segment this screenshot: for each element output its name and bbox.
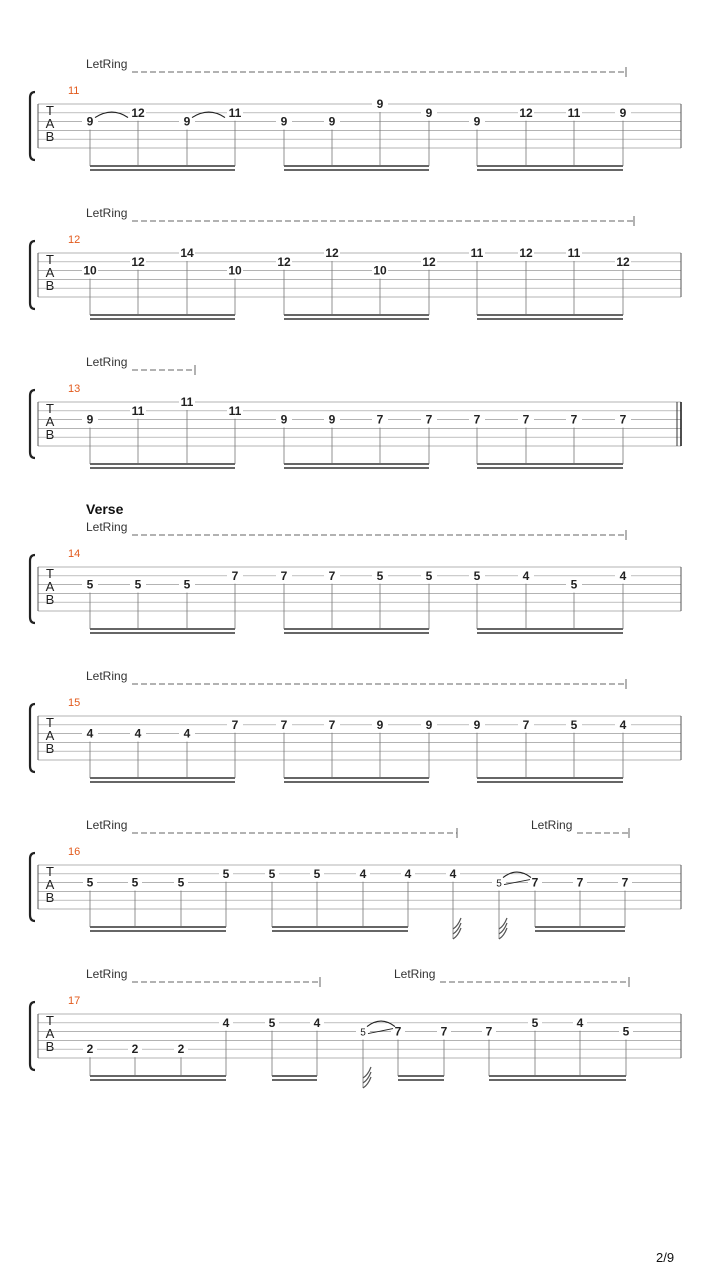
tab-clef-letter: A [45,116,55,131]
fret-number: 11 [470,246,484,260]
fret-number: 5 [360,1027,366,1039]
let-ring-label: LetRing [86,57,128,71]
fret-number: 5 [313,866,321,881]
fret-number: 7 [570,412,578,427]
fret-number: 9 [376,97,384,111]
fret-number: 12 [131,254,145,269]
tab-clef-letter: T [46,864,54,879]
fret-number: 7 [231,717,239,732]
fret-number: 7 [621,875,629,890]
fret-number: 2 [86,1042,94,1057]
note-flag [363,1067,371,1078]
fret-number: 9 [86,412,94,427]
fret-number: 7 [328,717,336,732]
fret-number: 12 [519,105,533,120]
fret-number: 9 [473,717,481,732]
fret-number: 12 [325,246,339,260]
fret-number: 5 [222,866,230,881]
fret-number: 5 [268,866,276,881]
let-ring-label: LetRing [86,818,128,832]
system-bracket [30,390,35,458]
tab-clef-letter: A [45,579,55,594]
fret-number: 5 [177,875,185,890]
fret-number: 9 [425,105,433,120]
fret-number: 9 [86,114,94,129]
fret-number: 9 [280,114,288,129]
fret-number: 4 [183,726,191,741]
fret-number: 9 [328,412,336,427]
fret-number: 9 [328,114,336,129]
tab-clef-letter: A [45,728,55,743]
system-bracket [30,704,35,772]
fret-number: 4 [449,866,457,881]
fret-number: 12 [519,246,533,260]
measure-number: 14 [68,548,81,560]
fret-number: 7 [531,875,539,890]
fret-number: 4 [313,1015,321,1030]
fret-number: 9 [183,114,191,129]
measure-number: 16 [68,846,81,858]
fret-number: 7 [522,412,530,427]
fret-number: 12 [422,254,436,269]
fret-number: 7 [280,717,288,732]
fret-number: 9 [376,717,384,732]
fret-number: 11 [228,403,242,418]
fret-number: 11 [567,105,581,120]
fret-number: 12 [131,105,145,120]
fret-number: 5 [425,568,433,583]
fret-number: 4 [359,866,367,881]
system-bracket [30,241,35,309]
fret-number: 14 [180,246,194,260]
let-ring-label: LetRing [394,967,436,981]
tab-clef-letter: T [46,566,54,581]
fret-number: 10 [373,263,387,278]
fret-number: 10 [83,263,97,278]
let-ring-label: LetRing [86,669,128,683]
tab-clef-letter: A [45,877,55,892]
fret-number: 4 [619,568,627,583]
fret-number: 11 [180,395,194,409]
let-ring-label: LetRing [531,818,573,832]
tab-clef-letter: B [45,592,55,607]
measure-number: 12 [68,234,81,246]
fret-number: 7 [576,875,584,890]
note-flag [453,918,461,929]
let-ring-label: LetRing [86,355,128,369]
let-ring-label: LetRing [86,206,128,220]
section-label: Verse [86,501,124,517]
fret-number: 11 [228,105,242,120]
fret-number: 7 [485,1024,493,1039]
fret-number: 10 [228,263,242,278]
fret-number: 5 [570,717,578,732]
fret-number: 7 [619,412,627,427]
fret-number: 2 [177,1042,185,1057]
slide-line [368,1029,393,1034]
fret-number: 7 [376,412,384,427]
tab-clef-letter: T [46,252,54,267]
tab-clef-letter: B [45,278,55,293]
fret-number: 5 [496,878,502,890]
tab-clef-letter: B [45,741,55,756]
fret-number: 7 [231,568,239,583]
fret-number: 5 [268,1015,276,1030]
fret-number: 7 [280,568,288,583]
fret-number: 5 [86,875,94,890]
tab-clef-letter: T [46,401,54,416]
measure-number: 17 [68,995,81,1007]
fret-number: 4 [222,1015,230,1030]
system-bracket [30,92,35,160]
system-bracket [30,1002,35,1070]
tab-clef-letter: B [45,890,55,905]
fret-number: 7 [473,412,481,427]
fret-number: 5 [570,577,578,592]
fret-number: 9 [619,105,627,120]
fret-number: 7 [522,717,530,732]
fret-number: 5 [531,1015,539,1030]
tab-clef-letter: B [45,129,55,144]
tab-clef-letter: T [46,103,54,118]
fret-number: 4 [619,717,627,732]
fret-number: 12 [277,254,291,269]
fret-number: 4 [404,866,412,881]
measure-number: 13 [68,383,81,395]
measure-number: 11 [68,85,80,97]
page-number: 2/9 [656,1250,675,1265]
fret-number: 4 [134,726,142,741]
fret-number: 4 [522,568,530,583]
fret-number: 5 [376,568,384,583]
tab-clef-letter: A [45,265,55,280]
fret-number: 12 [616,254,630,269]
tie-arc [367,1021,395,1027]
fret-number: 5 [134,577,142,592]
fret-number: 5 [86,577,94,592]
fret-number: 4 [576,1015,584,1030]
fret-number: 9 [280,412,288,427]
slide-line [504,880,530,885]
system-bracket [30,555,35,623]
tab-clef-letter: A [45,414,55,429]
fret-number: 5 [473,568,481,583]
tab-clef-letter: B [45,1039,55,1054]
note-flag [499,918,507,929]
fret-number: 7 [394,1024,402,1039]
fret-number: 7 [425,412,433,427]
fret-number: 11 [131,403,145,418]
let-ring-label: LetRing [86,520,128,534]
system-bracket [30,853,35,921]
fret-number: 11 [567,246,581,260]
fret-number: 5 [131,875,139,890]
tab-clef-letter: T [46,715,54,730]
fret-number: 9 [425,717,433,732]
tab-clef-letter: T [46,1013,54,1028]
tab-clef-letter: B [45,427,55,442]
fret-number: 2 [131,1042,139,1057]
measure-number: 15 [68,697,81,709]
fret-number: 5 [622,1024,630,1039]
fret-number: 5 [183,577,191,592]
let-ring-label: LetRing [86,967,128,981]
tab-clef-letter: A [45,1026,55,1041]
fret-number: 7 [440,1024,448,1039]
fret-number: 7 [328,568,336,583]
fret-number: 4 [86,726,94,741]
tie-arc [503,872,531,878]
fret-number: 9 [473,114,481,129]
